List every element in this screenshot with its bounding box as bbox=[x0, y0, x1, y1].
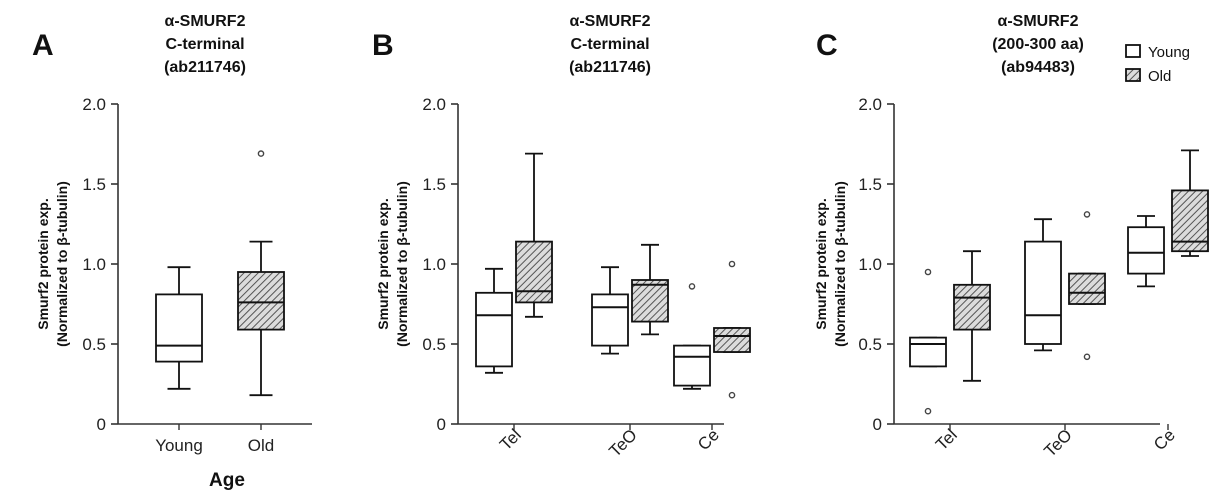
y-axis-label-line: (Normalized to β-tubulin) bbox=[832, 181, 848, 347]
legend-swatch-young bbox=[1126, 45, 1140, 57]
box-iqr bbox=[516, 242, 552, 303]
y-tick-label: 0 bbox=[872, 415, 882, 434]
outlier-point bbox=[1084, 354, 1089, 359]
y-tick-label: 2.0 bbox=[858, 95, 882, 114]
box-young-young bbox=[156, 267, 202, 389]
box-iqr bbox=[1069, 274, 1105, 304]
box-teo-old bbox=[632, 245, 668, 335]
y-tick-label: 2.0 bbox=[82, 95, 106, 114]
y-tick-label: 0.5 bbox=[422, 335, 446, 354]
y-tick-label: 2.0 bbox=[422, 95, 446, 114]
chart-title-line: C-terminal bbox=[165, 36, 245, 53]
y-axis-label-line: (Normalized to β-tubulin) bbox=[394, 181, 410, 347]
y-tick-label: 1.0 bbox=[422, 255, 446, 274]
y-axis-label-line: Smurf2 protein exp. bbox=[813, 198, 829, 330]
box-iqr bbox=[476, 293, 512, 367]
chart-title-line: α-SMURF2 bbox=[164, 13, 246, 30]
y-tick-label: 1.5 bbox=[422, 175, 446, 194]
chart-title-line: α-SMURF2 bbox=[569, 13, 651, 30]
legend-label-old: Old bbox=[1148, 68, 1172, 85]
box-ce-young bbox=[674, 284, 710, 389]
box-iqr bbox=[910, 338, 946, 367]
y-tick-label: 1.0 bbox=[82, 255, 106, 274]
legend-label-young: Young bbox=[1148, 44, 1190, 61]
box-iqr bbox=[156, 294, 202, 361]
box-iqr bbox=[1128, 227, 1164, 273]
box-tel-young bbox=[910, 269, 946, 413]
y-tick-label: 1.5 bbox=[858, 175, 882, 194]
box-ce-old bbox=[1172, 150, 1208, 256]
box-tel-old bbox=[954, 251, 990, 381]
legend bbox=[1126, 44, 1190, 85]
outlier-point bbox=[258, 151, 263, 156]
chart-title-line: (200-300 aa) bbox=[992, 36, 1084, 53]
chart-panel-a bbox=[35, 13, 312, 491]
box-ce-young bbox=[1128, 216, 1164, 286]
panel-letter-a: A bbox=[32, 29, 54, 62]
box-teo-young bbox=[592, 267, 628, 353]
y-axis-label bbox=[813, 181, 848, 347]
y-tick-label: 0.5 bbox=[82, 335, 106, 354]
box-iqr bbox=[592, 294, 628, 345]
y-tick-label: 0.5 bbox=[858, 335, 882, 354]
box-tel-young bbox=[476, 269, 512, 373]
y-tick-label: 1.5 bbox=[82, 175, 106, 194]
y-tick-label: 1.0 bbox=[858, 255, 882, 274]
chart-title-line: (ab211746) bbox=[164, 59, 246, 76]
box-iqr bbox=[632, 280, 668, 322]
x-tick-label: Young bbox=[155, 436, 203, 455]
box-iqr bbox=[238, 272, 284, 330]
x-tick-label: Ce bbox=[694, 425, 723, 455]
y-tick-label: 0 bbox=[436, 415, 446, 434]
y-axis-label-line: Smurf2 protein exp. bbox=[375, 198, 391, 330]
outlier-point bbox=[1084, 212, 1089, 217]
outlier-point bbox=[925, 269, 930, 274]
outlier-point bbox=[689, 284, 694, 289]
x-tick-label: Old bbox=[247, 436, 275, 455]
x-tick-label: Ce bbox=[1150, 425, 1179, 455]
box-iqr bbox=[674, 346, 710, 386]
y-axis-label-line: (Normalized to β-tubulin) bbox=[54, 181, 70, 347]
box-teo-old bbox=[1069, 212, 1105, 360]
x-tick-label: TeO bbox=[1040, 425, 1076, 461]
box-iqr bbox=[954, 285, 990, 330]
outlier-point bbox=[729, 393, 734, 398]
chart-title-line: C-terminal bbox=[570, 36, 650, 53]
y-tick-label: 0 bbox=[96, 415, 106, 434]
y-axis-label bbox=[375, 181, 410, 347]
x-tick-label: Tel bbox=[932, 425, 961, 455]
box-iqr bbox=[714, 328, 750, 352]
x-axis-title: Age bbox=[209, 470, 245, 491]
x-tick-label: Tel bbox=[496, 425, 525, 455]
chart-title-line: α-SMURF2 bbox=[997, 13, 1079, 30]
chart-panel-b bbox=[375, 13, 750, 461]
box-teo-young bbox=[1025, 219, 1061, 350]
box-ce-old bbox=[714, 261, 750, 397]
chart-title-line: (ab94483) bbox=[1001, 59, 1075, 76]
box-tel-old bbox=[516, 154, 552, 317]
box-iqr bbox=[1025, 242, 1061, 344]
y-axis-label bbox=[35, 181, 70, 347]
outlier-point bbox=[729, 261, 734, 266]
y-axis-label-line: Smurf2 protein exp. bbox=[35, 198, 51, 330]
outlier-point bbox=[925, 409, 930, 414]
box-old-old bbox=[238, 151, 284, 395]
panel-letter-b: B bbox=[372, 29, 394, 62]
chart-title-line: (ab211746) bbox=[569, 59, 651, 76]
x-tick-label: TeO bbox=[605, 425, 641, 461]
panel-letter-c: C bbox=[816, 29, 838, 62]
legend-swatch-old bbox=[1126, 69, 1140, 81]
